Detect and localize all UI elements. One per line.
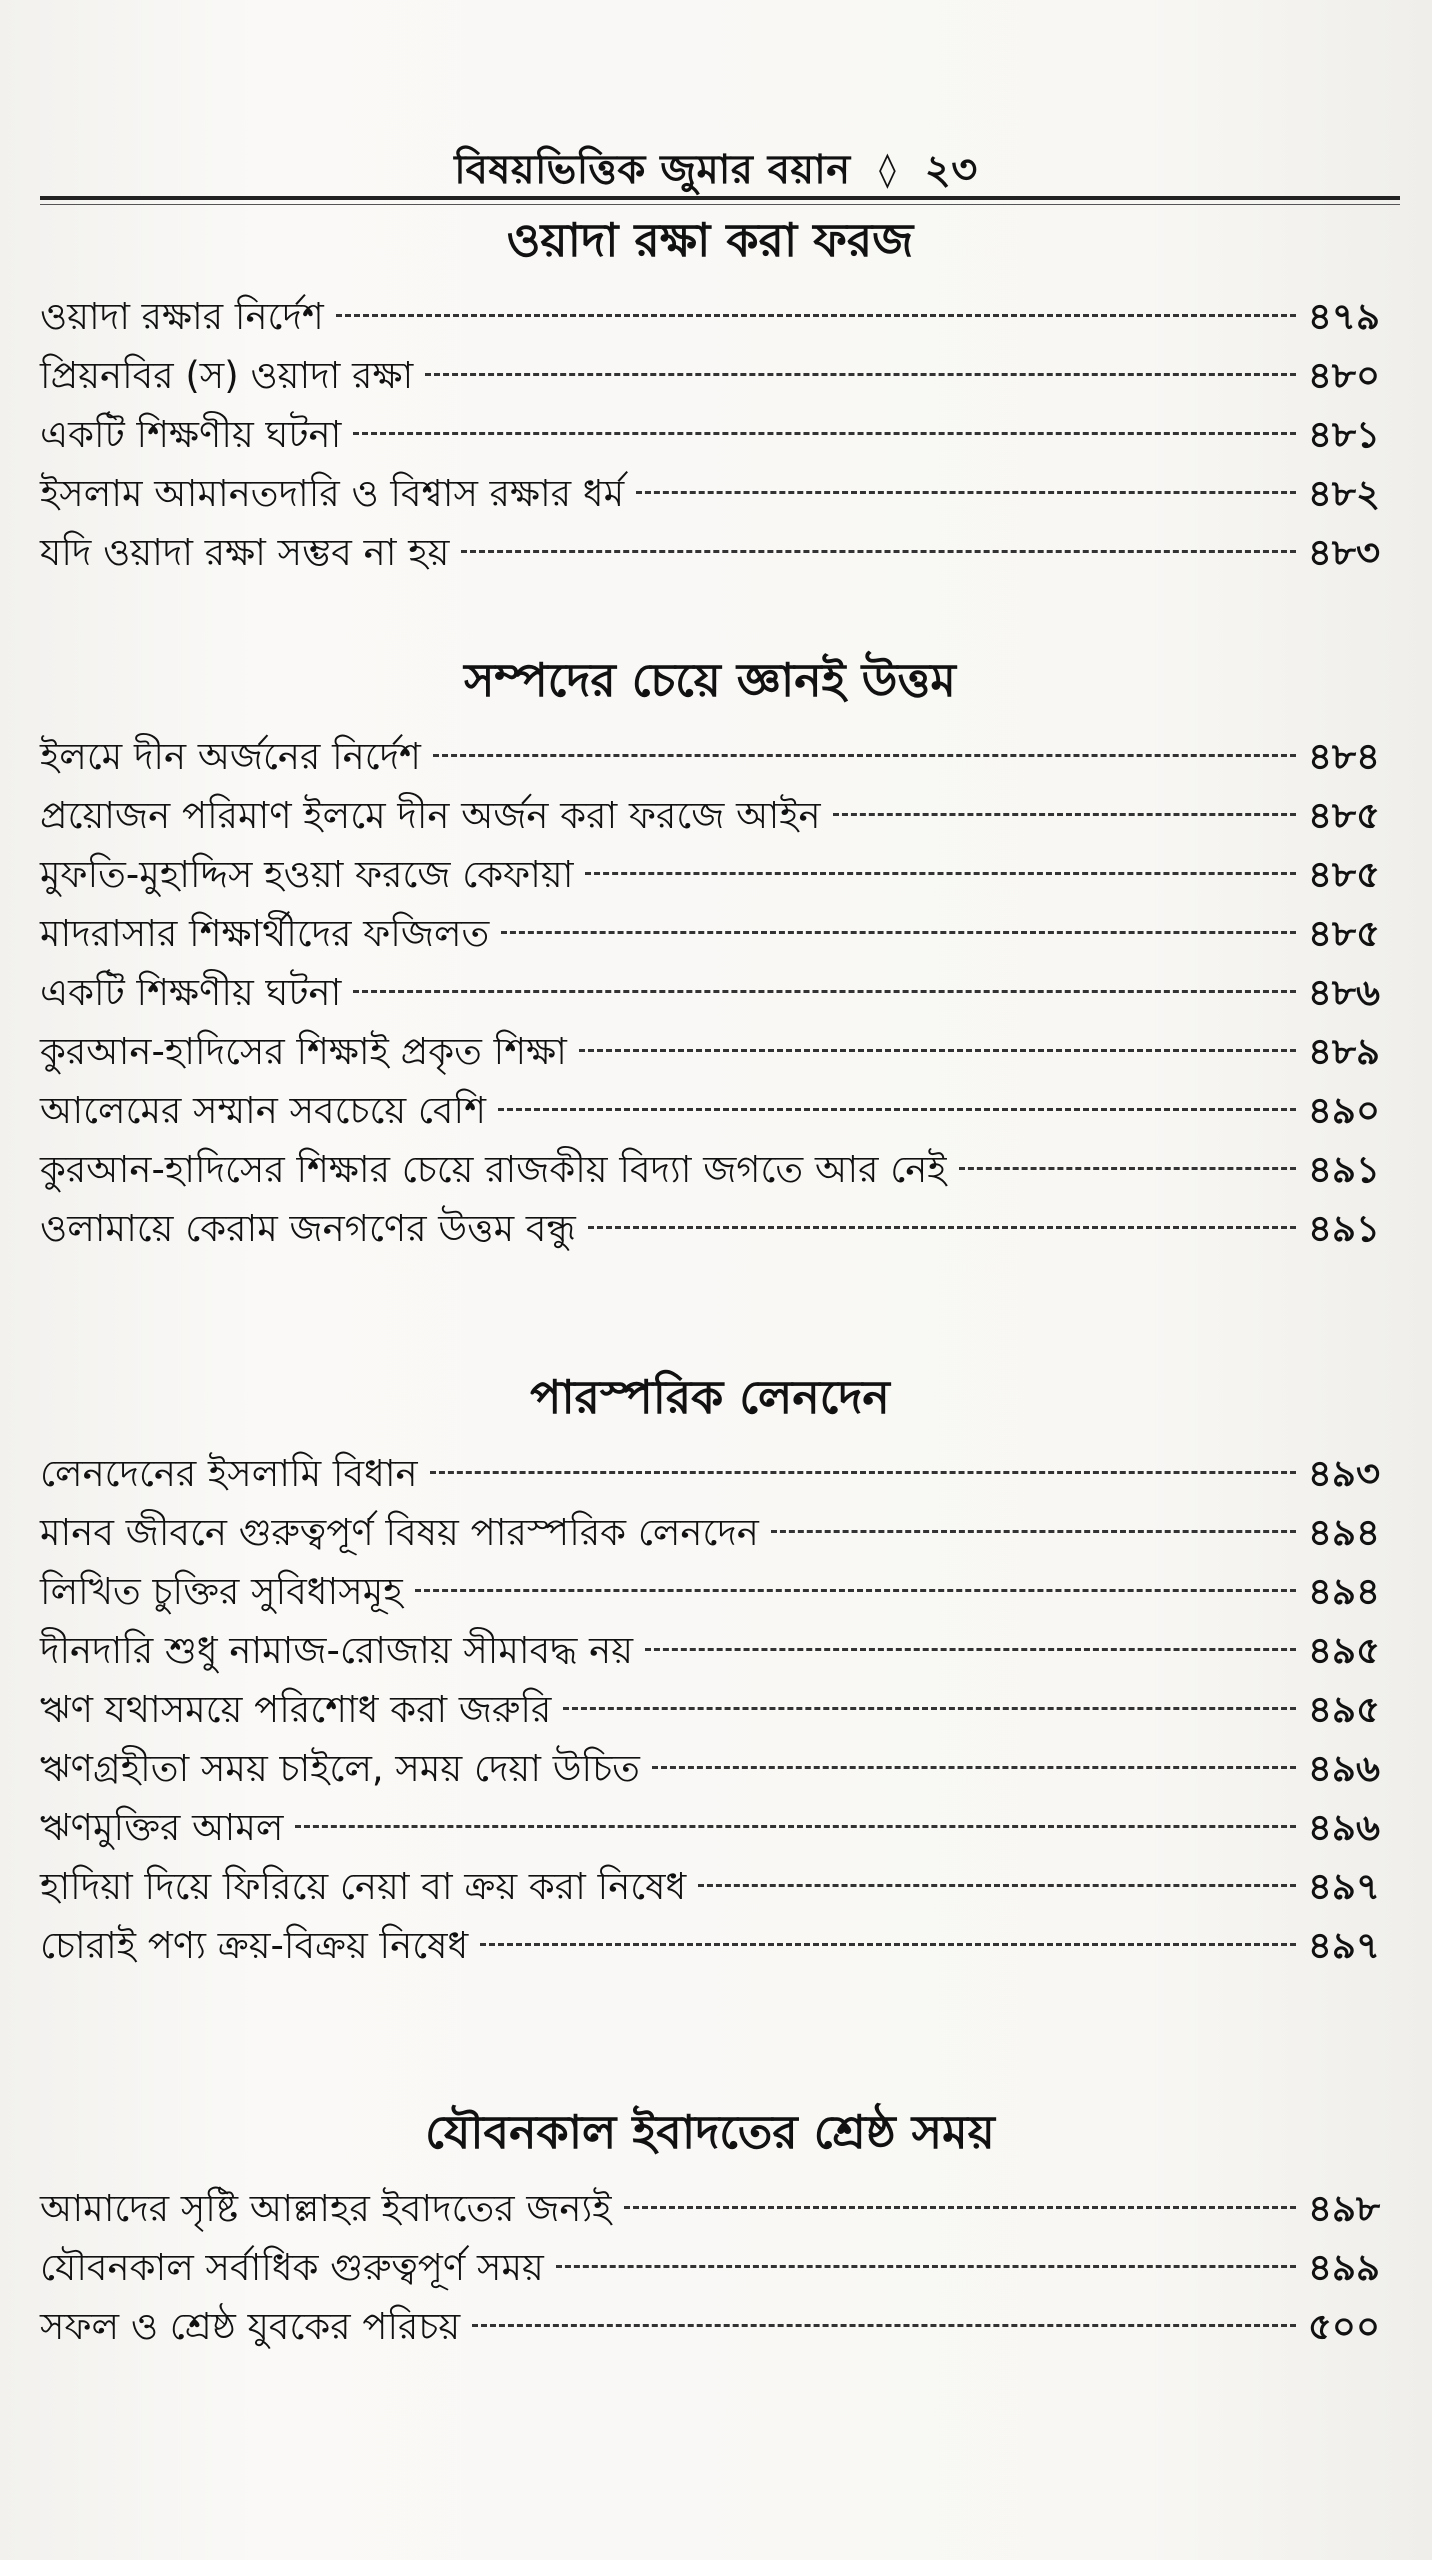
entry-title: আলেমের সম্মান সবচেয়ে বেশি bbox=[40, 1089, 486, 1132]
toc-entry[interactable] bbox=[40, 523, 1380, 582]
dot-leader bbox=[498, 1108, 1296, 1111]
entry-page: ৪৯৯ bbox=[1307, 2246, 1380, 2289]
toc-entry[interactable] bbox=[40, 1916, 1380, 1975]
entry-page: ৪৯১ bbox=[1307, 1207, 1380, 1250]
dot-leader bbox=[579, 1049, 1296, 1052]
toc-entry[interactable] bbox=[40, 2297, 1380, 2356]
toc-entry[interactable] bbox=[40, 1444, 1380, 1503]
toc-entry[interactable] bbox=[40, 1739, 1380, 1798]
page-number: ২৩ bbox=[924, 147, 978, 193]
dot-leader bbox=[461, 550, 1295, 553]
entry-title: কুরআন-হাদিসের শিক্ষাই প্রকৃত শিক্ষা bbox=[40, 1030, 567, 1073]
dot-leader bbox=[636, 491, 1296, 494]
entry-page: ৪৮৪ bbox=[1307, 735, 1380, 778]
entry-page: ৪৯৭ bbox=[1307, 1865, 1380, 1908]
entry-page: ৪৯৭ bbox=[1307, 1924, 1380, 1967]
entry-title: প্রিয়নবির (স) ওয়াদা রক্ষা bbox=[40, 354, 414, 397]
dot-leader bbox=[556, 2265, 1296, 2268]
toc-entry[interactable] bbox=[40, 1798, 1380, 1857]
header-rule bbox=[40, 196, 1400, 200]
entry-title: লিখিত চুক্তির সুবিধাসমূহ bbox=[40, 1570, 403, 1613]
toc-entry[interactable] bbox=[40, 1140, 1380, 1199]
toc-entry[interactable] bbox=[40, 963, 1380, 1022]
dot-leader bbox=[771, 1530, 1296, 1533]
section-heading: পারস্পরিক লেনদেন bbox=[530, 1370, 890, 1424]
entry-page: ৫০০ bbox=[1307, 2305, 1380, 2348]
entry-page: ৪৮০ bbox=[1307, 354, 1380, 397]
entry-page: ৪৯৮ bbox=[1307, 2187, 1380, 2230]
entry-title: ঋণগ্রহীতা সময় চাইলে, সময় দেয়া উচিত bbox=[40, 1747, 640, 1790]
dot-leader bbox=[698, 1884, 1296, 1887]
toc-entry[interactable] bbox=[40, 904, 1380, 963]
dot-leader bbox=[585, 872, 1296, 875]
entry-title: আমাদের সৃষ্টি আল্লাহর ইবাদতের জন্যই bbox=[40, 2187, 612, 2230]
toc-entry[interactable] bbox=[40, 2238, 1380, 2297]
dot-leader bbox=[433, 754, 1296, 757]
entry-title: যদি ওয়াদা রক্ষা সম্ভব না হয় bbox=[40, 531, 450, 574]
dot-leader bbox=[480, 1943, 1296, 1946]
entry-title: ওয়াদা রক্ষার নির্দেশ bbox=[40, 295, 324, 338]
entry-page: ৪৮৯ bbox=[1307, 1030, 1380, 1073]
entry-title: লেনদেনের ইসলামি বিধান bbox=[40, 1452, 418, 1495]
dot-leader bbox=[425, 373, 1296, 376]
toc-entry[interactable] bbox=[40, 786, 1380, 845]
toc-entry[interactable] bbox=[40, 1857, 1380, 1916]
entry-page: ৪৯১ bbox=[1307, 1148, 1380, 1191]
entry-page: ৪৯৪ bbox=[1307, 1570, 1380, 1613]
toc-entry[interactable] bbox=[40, 405, 1380, 464]
entry-page: ৪৯০ bbox=[1307, 1089, 1380, 1132]
entry-page: ৪৮১ bbox=[1307, 413, 1380, 456]
toc-entry[interactable] bbox=[40, 727, 1380, 786]
entry-title: ঋণ যথাসময়ে পরিশোধ করা জরুরি bbox=[40, 1688, 552, 1731]
dot-leader bbox=[415, 1589, 1296, 1592]
entry-page: ৪৯৬ bbox=[1307, 1806, 1380, 1849]
entry-title: ওলামায়ে কেরাম জনগণের উত্তম বন্ধু bbox=[40, 1207, 576, 1250]
entry-page: ৪৮৫ bbox=[1307, 794, 1380, 837]
toc-entry[interactable] bbox=[40, 2179, 1380, 2238]
toc-entry[interactable] bbox=[40, 1199, 1380, 1258]
section-heading: সম্পদের চেয়ে জ্ঞানই উত্তম bbox=[464, 653, 956, 707]
entry-title: কুরআন-হাদিসের শিক্ষার চেয়ে রাজকীয় বিদ্যা জগতে আর নেই bbox=[40, 1148, 947, 1191]
dot-leader bbox=[624, 2206, 1296, 2209]
dot-leader bbox=[501, 931, 1296, 934]
toc-entry[interactable] bbox=[40, 287, 1380, 346]
toc-section bbox=[40, 2097, 1380, 2356]
dot-leader bbox=[652, 1766, 1296, 1769]
entry-title: মানব জীবনে গুরুত্বপূর্ণ বিষয় পারস্পরিক লেনদেন bbox=[40, 1511, 759, 1554]
toc-entry[interactable] bbox=[40, 1621, 1380, 1680]
section-heading: যৌবনকাল ইবাদতের শ্রেষ্ঠ সময় bbox=[425, 2105, 995, 2159]
dot-leader bbox=[588, 1226, 1296, 1229]
book-title: বিষয়ভিত্তিক জুমার বয়ান bbox=[454, 147, 851, 193]
entry-page: ৪৭৯ bbox=[1307, 295, 1380, 338]
entry-page: ৪৮৫ bbox=[1307, 912, 1380, 955]
toc-entry[interactable] bbox=[40, 1680, 1380, 1739]
entry-title: একটি শিক্ষণীয় ঘটনা bbox=[40, 413, 342, 456]
toc-section bbox=[40, 1362, 1380, 1975]
entry-title: ইলমে দীন অর্জনের নির্দেশ bbox=[40, 735, 421, 778]
running-header bbox=[0, 138, 1432, 205]
entry-title: প্রয়োজন পরিমাণ ইলমে দীন অর্জন করা ফরজে আইন bbox=[40, 794, 821, 837]
entry-title: যৌবনকাল সর্বাধিক গুরুত্বপূর্ণ সময় bbox=[40, 2246, 544, 2289]
entry-title: ইসলাম আমানতদারি ও বিশ্বাস রক্ষার ধর্ম bbox=[40, 472, 625, 515]
entry-page: ৪৯৪ bbox=[1307, 1511, 1380, 1554]
dot-leader bbox=[295, 1825, 1295, 1828]
entry-title: সফল ও শ্রেষ্ঠ যুবকের পরিচয় bbox=[40, 2305, 461, 2348]
entry-title: হাদিয়া দিয়ে ফিরিয়ে নেয়া বা ক্রয় করা নিষেধ bbox=[40, 1865, 687, 1908]
dot-leader bbox=[959, 1167, 1296, 1170]
diamond-separator-icon: ◊ bbox=[879, 150, 897, 190]
entry-page: ৪৮২ bbox=[1307, 472, 1380, 515]
toc-entry[interactable] bbox=[40, 1503, 1380, 1562]
toc-entry[interactable] bbox=[40, 464, 1380, 523]
entry-title: ঋণমুক্তির আমল bbox=[40, 1806, 284, 1849]
entry-title: দীনদারি শুধু নামাজ-রোজায় সীমাবদ্ধ নয় bbox=[40, 1629, 634, 1672]
entry-title: একটি শিক্ষণীয় ঘটনা bbox=[40, 971, 342, 1014]
section-heading: ওয়াদা রক্ষা করা ফরজ bbox=[506, 213, 914, 267]
entry-page: ৪৯৫ bbox=[1307, 1688, 1380, 1731]
toc-entry[interactable] bbox=[40, 1081, 1380, 1140]
dot-leader bbox=[336, 314, 1296, 317]
entry-page: ৪৮৫ bbox=[1307, 853, 1380, 896]
dot-leader bbox=[353, 990, 1296, 993]
dot-leader bbox=[833, 813, 1296, 816]
dot-leader bbox=[430, 1471, 1296, 1474]
toc-entry[interactable] bbox=[40, 346, 1380, 405]
toc-entry[interactable] bbox=[40, 1022, 1380, 1081]
toc-entry[interactable] bbox=[40, 1562, 1380, 1621]
entry-title: চোরাই পণ্য ক্রয়-বিক্রয় নিষেধ bbox=[40, 1924, 469, 1967]
entry-page: ৪৯৫ bbox=[1307, 1629, 1380, 1672]
toc-section bbox=[40, 205, 1380, 582]
dot-leader bbox=[353, 432, 1296, 435]
toc-section bbox=[40, 645, 1380, 1258]
entry-title: মুফতি-মুহাদ্দিস হওয়া ফরজে কেফায়া bbox=[40, 853, 574, 896]
entry-page: ৪৯৩ bbox=[1307, 1452, 1380, 1495]
dot-leader bbox=[472, 2324, 1296, 2327]
dot-leader bbox=[563, 1707, 1296, 1710]
entry-page: ৪৮৬ bbox=[1307, 971, 1380, 1014]
entry-page: ৪৮৩ bbox=[1307, 531, 1380, 574]
dot-leader bbox=[645, 1648, 1296, 1651]
toc-entry[interactable] bbox=[40, 845, 1380, 904]
entry-title: মাদরাসার শিক্ষার্থীদের ফজিলত bbox=[40, 912, 490, 955]
entry-page: ৪৯৬ bbox=[1307, 1747, 1380, 1790]
